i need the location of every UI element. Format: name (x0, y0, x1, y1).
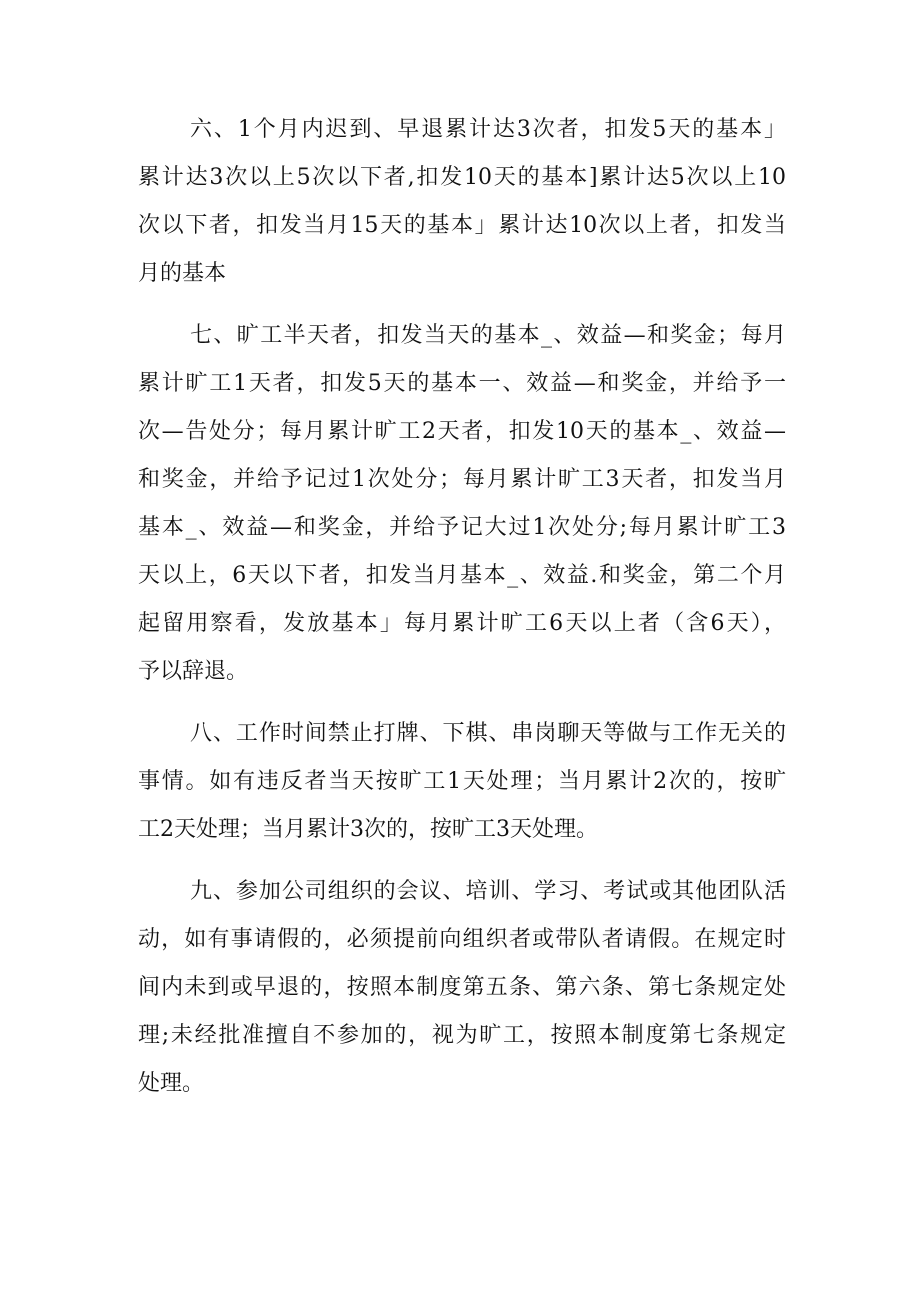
text-line: 动，如有事请假的，必须提前向组织者或带队者请假。在规定时 (138, 927, 786, 952)
text-line: 次—告处分；每月累计旷工2天者，扣发10天的基本_、效益— (138, 419, 786, 444)
paragraph-nine (138, 868, 786, 1108)
text-line: 累计旷工1天者，扣发5天的基本一、效益—和奖金，并给予一 (138, 371, 786, 396)
text-line: 九、参加公司组织的会议、培训、学习、考试或其他团队活 (190, 879, 786, 904)
text-line: 天以上，6天以下者，扣发当月基本_、效益.和奖金，第二个月 (138, 563, 786, 588)
text-line: 工2天处理；当月累计3次的，按旷工3天处理。 (138, 817, 598, 842)
text-line: 基本_、效益—和奖金，并给予记大过1次处分;每月累计旷工3 (138, 515, 786, 540)
text-line: 事情。如有违反者当天按旷工1天处理；当月累计2次的，按旷 (138, 769, 786, 794)
text-line: 起留用察看，发放基本」每月累计旷工6天以上者（含6天）， (138, 611, 786, 636)
paragraph-six (138, 106, 786, 298)
text-line: 八、工作时间禁止打牌、下棋、串岗聊天等做与工作无关的 (190, 721, 786, 746)
text-line: 七、旷工半天者，扣发当天的基本_、效益—和奖金；每月 (190, 323, 786, 348)
text-line: 累计达3次以上5次以下者,扣发10天的基本]累计达5次以上10 (138, 165, 786, 190)
text-line: 理;未经批准擅自不参加的，视为旷工，按照本制度第七条规定 (138, 1023, 786, 1048)
text-line: 和奖金，并给予记过1次处分；每月累计旷工3天者，扣发当月 (138, 467, 786, 492)
text-line: 六、1个月内迟到、早退累计达3次者，扣发5天的基本」 (190, 117, 786, 142)
paragraph-eight (138, 710, 786, 854)
text-line: 次以下者，扣发当月15天的基本」累计达10次以上者，扣发当 (138, 213, 786, 238)
text-line: 间内未到或早退的，按照本制度第五条、第六条、第七条规定处 (138, 975, 786, 1000)
document-body (138, 106, 786, 1122)
text-line: 月的基本 (138, 261, 227, 286)
paragraph-seven (138, 312, 786, 696)
text-line: 处理。 (138, 1071, 205, 1096)
text-line: 予以辞退。 (138, 659, 249, 684)
